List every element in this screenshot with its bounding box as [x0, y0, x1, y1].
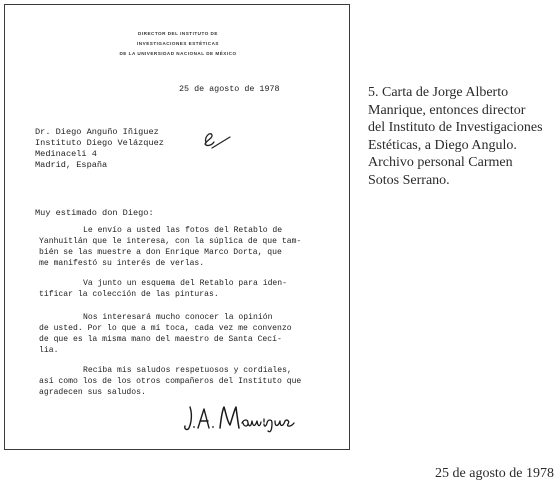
paragraph-4-line: agradecen sus saludos.	[39, 387, 146, 397]
letterhead-line-2: INVESTIGACIONES ESTÉTICAS	[137, 41, 219, 46]
address-line-3: Medinaceli 4	[35, 149, 97, 159]
caption-line: Archivo personal Carmen	[368, 155, 513, 171]
letterhead-line-3: DE LA UNIVERSIDAD NACIONAL DE MÉXICO	[119, 51, 237, 56]
paragraph-3-line: Nos interesará mucho conocer la opinión	[83, 313, 273, 322]
greeting: Muy estimado don Diego:	[35, 208, 154, 218]
caption-line: Estéticas, a Diego Angulo.	[368, 137, 517, 153]
paragraph-3-line: de usted. Por lo que a mí toca, cada vez me convenzo	[39, 323, 292, 333]
caption-line: del Instituto de Investigaciones	[368, 120, 543, 136]
paragraph-1-line: bién se las muestre a don Enrique Marco Dorta, que	[39, 247, 282, 257]
handwritten-mark	[200, 123, 260, 151]
caption-line: 5. Carta de Jorge Alberto	[368, 85, 509, 100]
paragraph-3	[39, 313, 329, 357]
figure-caption	[368, 84, 558, 190]
paragraph-2-line: tificar la colección de las pinturas.	[39, 289, 219, 299]
paragraph-1-line: me manifestó su interés de verlas.	[39, 258, 205, 268]
handwritten-signature	[180, 401, 315, 433]
paragraph-1-line: Yanhuitlán que le interesa, con la súplica de que tam-	[39, 236, 302, 246]
letter-scan	[4, 4, 350, 450]
paragraph-1-line: Le envío a usted las fotos del Retablo de	[83, 226, 283, 235]
caption-line: Sotos Serrano.	[368, 172, 450, 188]
paragraph-2	[39, 279, 329, 301]
caption-line: Manrique, entonces director	[368, 102, 526, 118]
address-line-1: Dr. Diego Anguño Iñiguez	[35, 127, 159, 137]
paragraph-1	[39, 226, 329, 270]
paragraph-4	[39, 366, 329, 399]
paragraph-4-line: así como los de los otros compañeros del Instituto que	[39, 376, 302, 386]
paragraph-2-line: Va junto un esquema del Retablo para iden-	[83, 279, 287, 288]
paragraph-3-line: lia.	[39, 345, 59, 355]
letter-date: 25 de agosto de 1978	[179, 84, 280, 94]
paragraph-3-line: de que es la misma mano del maestro de Santa Cecí-	[39, 334, 282, 344]
address-line-2: Instituto Diego Velázquez	[35, 138, 164, 148]
footer-date: 25 de agosto de 1978	[435, 466, 554, 481]
address-line-4: Madrid, España	[35, 160, 108, 170]
paragraph-4-line: Reciba mis saludos respetuosos y cordiales,	[83, 366, 292, 375]
letterhead-line-1: DIRECTOR DEL INSTITUTO DE	[138, 31, 218, 36]
